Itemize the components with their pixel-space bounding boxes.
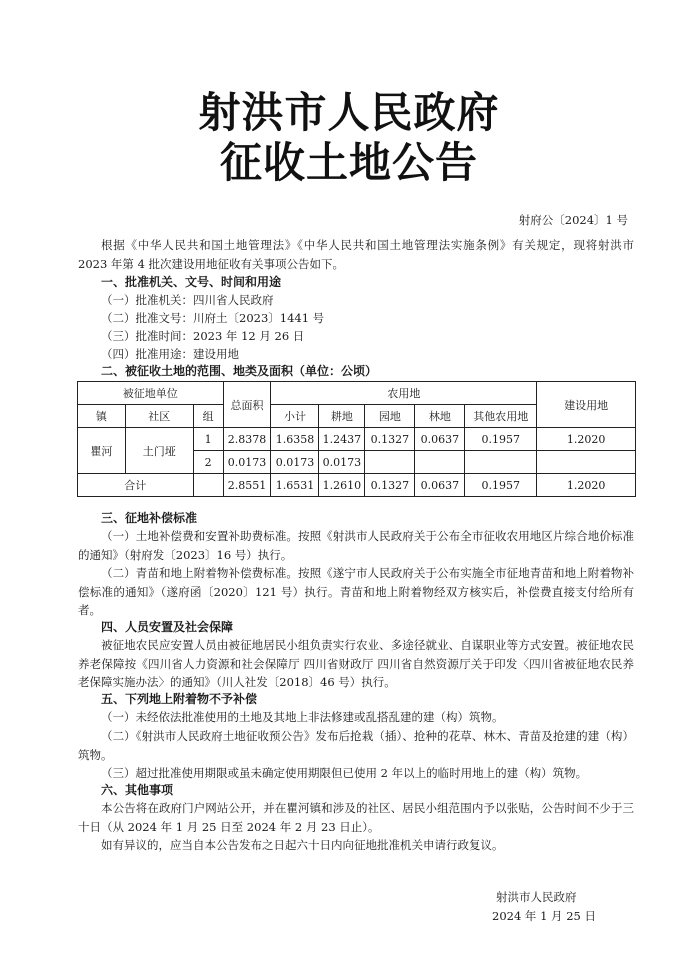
document-number: 射府公〔2024〕1 号: [518, 213, 628, 227]
section-3-heading: 三、征地补偿标准: [101, 511, 198, 525]
title-line-2: 征收土地公告: [219, 138, 478, 187]
header-subtotal: 小计: [271, 405, 319, 428]
section-4-heading: 四、人员安置及社会保障: [101, 620, 234, 634]
resettlement-paragraph: 被征地农民应安置人员由被征地居民小组负责实行农业、多途径就业、自谋职业等方式安置。被征地农民养老保障按《四川省人力资源和社会保障厅 四川省财政厅 四川省自然资源厅关于印发〈四川省被征地农民养老保障实施办法〉的通知》（川人社发〔2018〕46 号）执行。: [78, 638, 634, 689]
cell-total: 0.0173: [223, 451, 271, 474]
cell-community: 土门垭: [125, 428, 193, 474]
table-row: [78, 428, 636, 451]
cell-other: [465, 451, 537, 474]
header-arable: 耕地: [319, 405, 365, 428]
cell-forest: 0.0637: [415, 428, 465, 451]
no-compensation-item-3: （三）超过批准使用期限或虽未确定使用期限但已使用 2 年以上的临时用地上的建（构）筑物。: [101, 766, 588, 780]
cell-garden: 0.1327: [365, 428, 415, 451]
approval-authority: （一）批准机关：四川省人民政府: [101, 293, 274, 307]
land-area-table: [77, 381, 636, 497]
intro-paragraph: 根据《中华人民共和国土地管理法》《中华人民共和国土地管理法实施条例》有关规定，现将射洪市 2023 年第 4 批次建设用地征收有关事项公告如下。: [78, 238, 634, 271]
approval-document: （二）批准文号：川府土〔2023〕1441 号: [101, 311, 325, 325]
appeal-paragraph: 如有异议的，应当自本公告发布之日起六十日内向征地批准机关申请行政复议。: [101, 838, 504, 852]
cell-garden: [365, 451, 415, 474]
header-community: 社区: [125, 405, 193, 428]
cell-arable: 0.0173: [319, 451, 365, 474]
sum-garden: 0.1327: [365, 474, 415, 497]
signature-org: 射洪市人民政府: [496, 890, 577, 904]
sum-other: 0.1957: [465, 474, 537, 497]
cell-construction: 1.2020: [537, 428, 636, 451]
sum-label: 合计: [78, 474, 194, 497]
sum-total: 2.8551: [223, 474, 271, 497]
compensation-standard-1: （一）土地补偿费和安置补助费标准。按照《射洪市人民政府关于公布全市征收农用地区片综合地价标准的通知》（射府发〔2023〕16 号）执行。: [78, 529, 634, 562]
header-total-area: 总面积: [223, 382, 271, 428]
header-forest: 林地: [415, 405, 465, 428]
header-farmland: 农用地: [271, 382, 537, 405]
compensation-standard-2: （二）青苗和地上附着物补偿费标准。按照《遂宁市人民政府关于公布实施全市征地青苗和地上附着物补偿标准的通知》（遂府函〔2020〕121 号）执行。青苗和地上附着物经双方核实后，补偿费直接支付给所有者。: [78, 566, 634, 617]
header-town: 镇: [78, 405, 126, 428]
sum-subtotal: 1.6531: [271, 474, 319, 497]
cell-arable: 1.2437: [319, 428, 365, 451]
cell-subtotal: 0.0173: [271, 451, 319, 474]
approval-date: （三）批准时间：2023 年 12 月 26 日: [101, 329, 305, 343]
header-unit: 被征地单位: [78, 382, 224, 405]
sum-group-empty: [193, 474, 223, 497]
cell-group: 2: [193, 451, 223, 474]
cell-total: 2.8378: [223, 428, 271, 451]
cell-other: 0.1957: [465, 428, 537, 451]
no-compensation-item-1: （一）未经依法批准使用的土地及其地上非法修建或乱搭乱建的建（构）筑物。: [101, 710, 504, 724]
title-line-1: 射洪市人民政府: [198, 88, 500, 137]
cell-subtotal: 1.6358: [271, 428, 319, 451]
cell-forest: [415, 451, 465, 474]
cell-town: 瞿河: [78, 428, 126, 474]
section-5-heading: 五、下列地上附着物不予补偿: [101, 692, 258, 706]
table-header-row-1: [78, 382, 636, 405]
publication-paragraph: 本公告将在政府门户网站公开，并在瞿河镇和涉及的社区、居民小组范围内予以张贴，公告时间不少于三十日（从 2024 年 1 月 25 日至 2024 年 2 月 23 日止）。: [78, 801, 634, 834]
table-sum-row: [78, 474, 636, 497]
sum-forest: 0.0637: [415, 474, 465, 497]
no-compensation-item-2: （二）《射洪市人民政府土地征收预公告》发布后抢栽（插）、抢种的花草、林木、青苗及抢建的建（构）筑物。: [78, 729, 634, 762]
header-other-farmland: 其他农用地: [465, 405, 537, 428]
section-6-heading: 六、其他事项: [101, 783, 174, 797]
section-2-heading: 二、被征收土地的范围、地类及面积（单位：公顷）: [101, 364, 378, 378]
signature-date: 2024 年 1 月 25 日: [492, 909, 596, 923]
approval-purpose: （四）批准用途：建设用地: [101, 347, 239, 361]
header-construction-land: 建设用地: [537, 382, 636, 428]
section-1-heading: 一、批准机关、文号、时间和用途: [101, 275, 282, 289]
cell-group: 1: [193, 428, 223, 451]
cell-construction: [537, 451, 636, 474]
header-group: 组: [193, 405, 223, 428]
header-garden: 园地: [365, 405, 415, 428]
sum-arable: 1.2610: [319, 474, 365, 497]
sum-construction: 1.2020: [537, 474, 636, 497]
